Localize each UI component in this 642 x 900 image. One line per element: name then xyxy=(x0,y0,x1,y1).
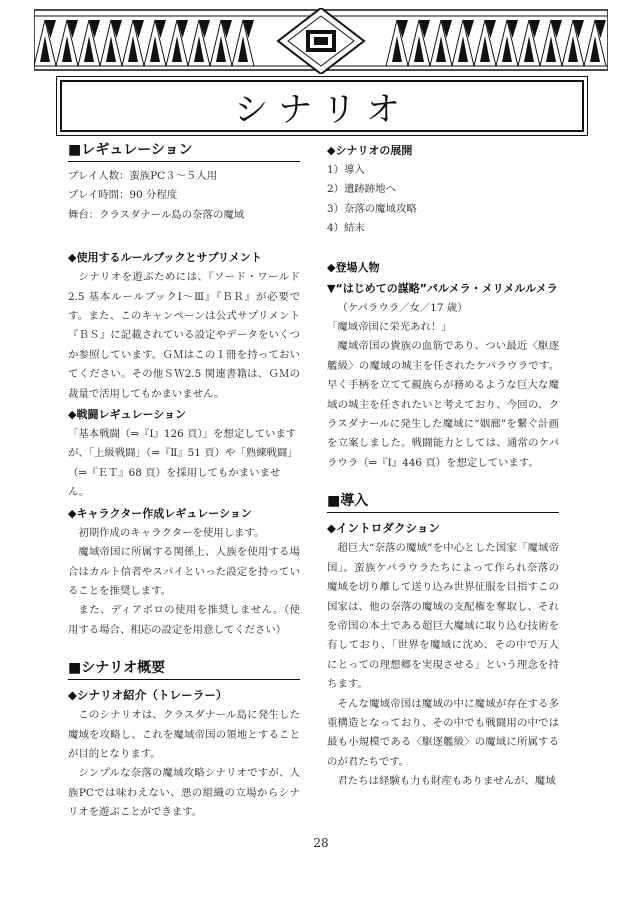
character-paragraph-1: 初期作成のキャラクターを使用します。 xyxy=(78,526,265,539)
regulation-stage: 舞台：クラスダナール島の奈落の魔域 xyxy=(68,208,245,221)
intro-heading: ■導入 xyxy=(327,491,559,513)
development-heading: ◆シナリオの展開 xyxy=(327,144,413,157)
right-column xyxy=(327,140,559,792)
combat-heading: ◆戦闘レギュレーション xyxy=(68,408,187,422)
introduction-heading: ◆イントロダクション xyxy=(327,521,441,536)
decorative-header-ornament xyxy=(34,8,608,74)
regulation-players: プレイ人数：蛮族PC３～５人用 xyxy=(68,170,218,182)
characters-heading: ◆登場人物 xyxy=(327,260,380,274)
development-item-2: 2）遺跡跡地へ xyxy=(327,183,396,196)
overview-heading: ■シナリオ概要 xyxy=(68,658,300,680)
npc-meta: （ケパラウラ／女／17 歳） xyxy=(337,301,468,314)
npc-quote: 「魔域帝国に栄光あれ！」 xyxy=(327,321,452,334)
page-number: 28 xyxy=(313,836,329,850)
combat-paragraph: 「基本戦闘（⇒『Ⅰ』126 頁）」を想定していますが、「上級戦闘」（⇒『Ⅱ』51 頁）や「熟練戦闘」（⇒『ＥＴ』68 頁）を採用してもかまいません。 xyxy=(68,428,298,499)
npc-name: ▼“はじめての謀略”パルメラ・メリメルルメラ xyxy=(327,281,558,295)
intro-paragraph-1: 超巨大“奈落の魔域”を中心とした国家「魔域帝国」。蛮族ケパラウラたちによって作られ奈落の魔域を切り離して送り込み世界征服を目指すこの国家は、他の奈落の魔域の支配権を奪取し、それを帝国の本土である超巨大魔域に取り込む技術を有しており、「世界を魔域に沈め、その中で万人にとっての理想郷を実現させる」という理念を持ちます。 xyxy=(327,542,559,691)
page-title: シナリオ xyxy=(234,89,410,130)
character-paragraph-2: 魔域帝国に所属する関係上、人族を使用する場合はカルト信者やスパイといった設定を持っていることを推奨します。 xyxy=(68,546,300,597)
rulebooks-paragraph: シナリオを遊ぶためには、『ソード・ワールド 2.5 基本ルールブックⅠ～Ⅲ』『ＢＲ』が必要です。また、このキャンペーンは公式サプリメント『ＢＳ』に記載されている設定やデータをいくつか参照しています。ＧＭはこの１冊を持っておいてください。その他ＳＷ2.5 関連書籍は、ＧＭの裁量で活用してもかまいません。 xyxy=(68,271,300,400)
intro-paragraph-3: 君たちは経験も力も財産もありませんが、魔域 xyxy=(337,775,556,788)
rulebooks-heading: ◆使用するルールブックとサプリメント xyxy=(68,251,262,265)
left-column xyxy=(68,140,300,823)
trailer-paragraph-2: シンプルな奈落の魔域攻略シナリオですが、人族PCでは味わえない、悪の組織の立場からシナリオを遊ぶことができます。 xyxy=(68,767,300,819)
development-item-3: 3）奈落の魔域攻略 xyxy=(327,202,417,215)
title-banner xyxy=(60,80,584,132)
regulation-time: プレイ時間：90 分程度 xyxy=(68,189,178,202)
development-item-1: 1）導入 xyxy=(327,164,365,176)
character-paragraph-3: また、ディアボロの使用を推奨しません。（使用する場合、相応の設定を用意してください） xyxy=(68,604,300,636)
intro-paragraph-2: そんな魔域帝国は魔域の中に魔域が存在する多重構造となっており、その中でも戦闘用の中では最も小規模である〈駆逐艦級〉の魔域に所属するのが君たちです。 xyxy=(327,697,559,768)
trailer-heading: ◆シナリオ紹介（トレーラー） xyxy=(68,688,228,703)
regulation-heading: ■レギュレーション xyxy=(68,140,300,162)
character-heading: ◆キャラクター作成レギュレーション xyxy=(68,506,252,520)
npc-description: 魔域帝国の貴族の血筋であり、つい最近〈駆逐艦級〉の魔域の城主を任されたケパラウラです。早く手柄を立てて親族らが務めるような巨大な魔域の城主を任されたいと考えており、今回の、クラスダナールに発生した魔域に“姻廊”を繋ぐ計画を立案しました。戦闘能力としては、通常のケパラウラ（⇒『Ⅰ』446 頁）を想定しています。 xyxy=(327,340,559,469)
development-item-4: 4）結末 xyxy=(327,222,365,235)
trailer-paragraph-1: このシナリオは、クラスダナール島に発生した魔域を攻略し、これを魔域帝国の領地とすることが目的となります。 xyxy=(68,709,300,760)
